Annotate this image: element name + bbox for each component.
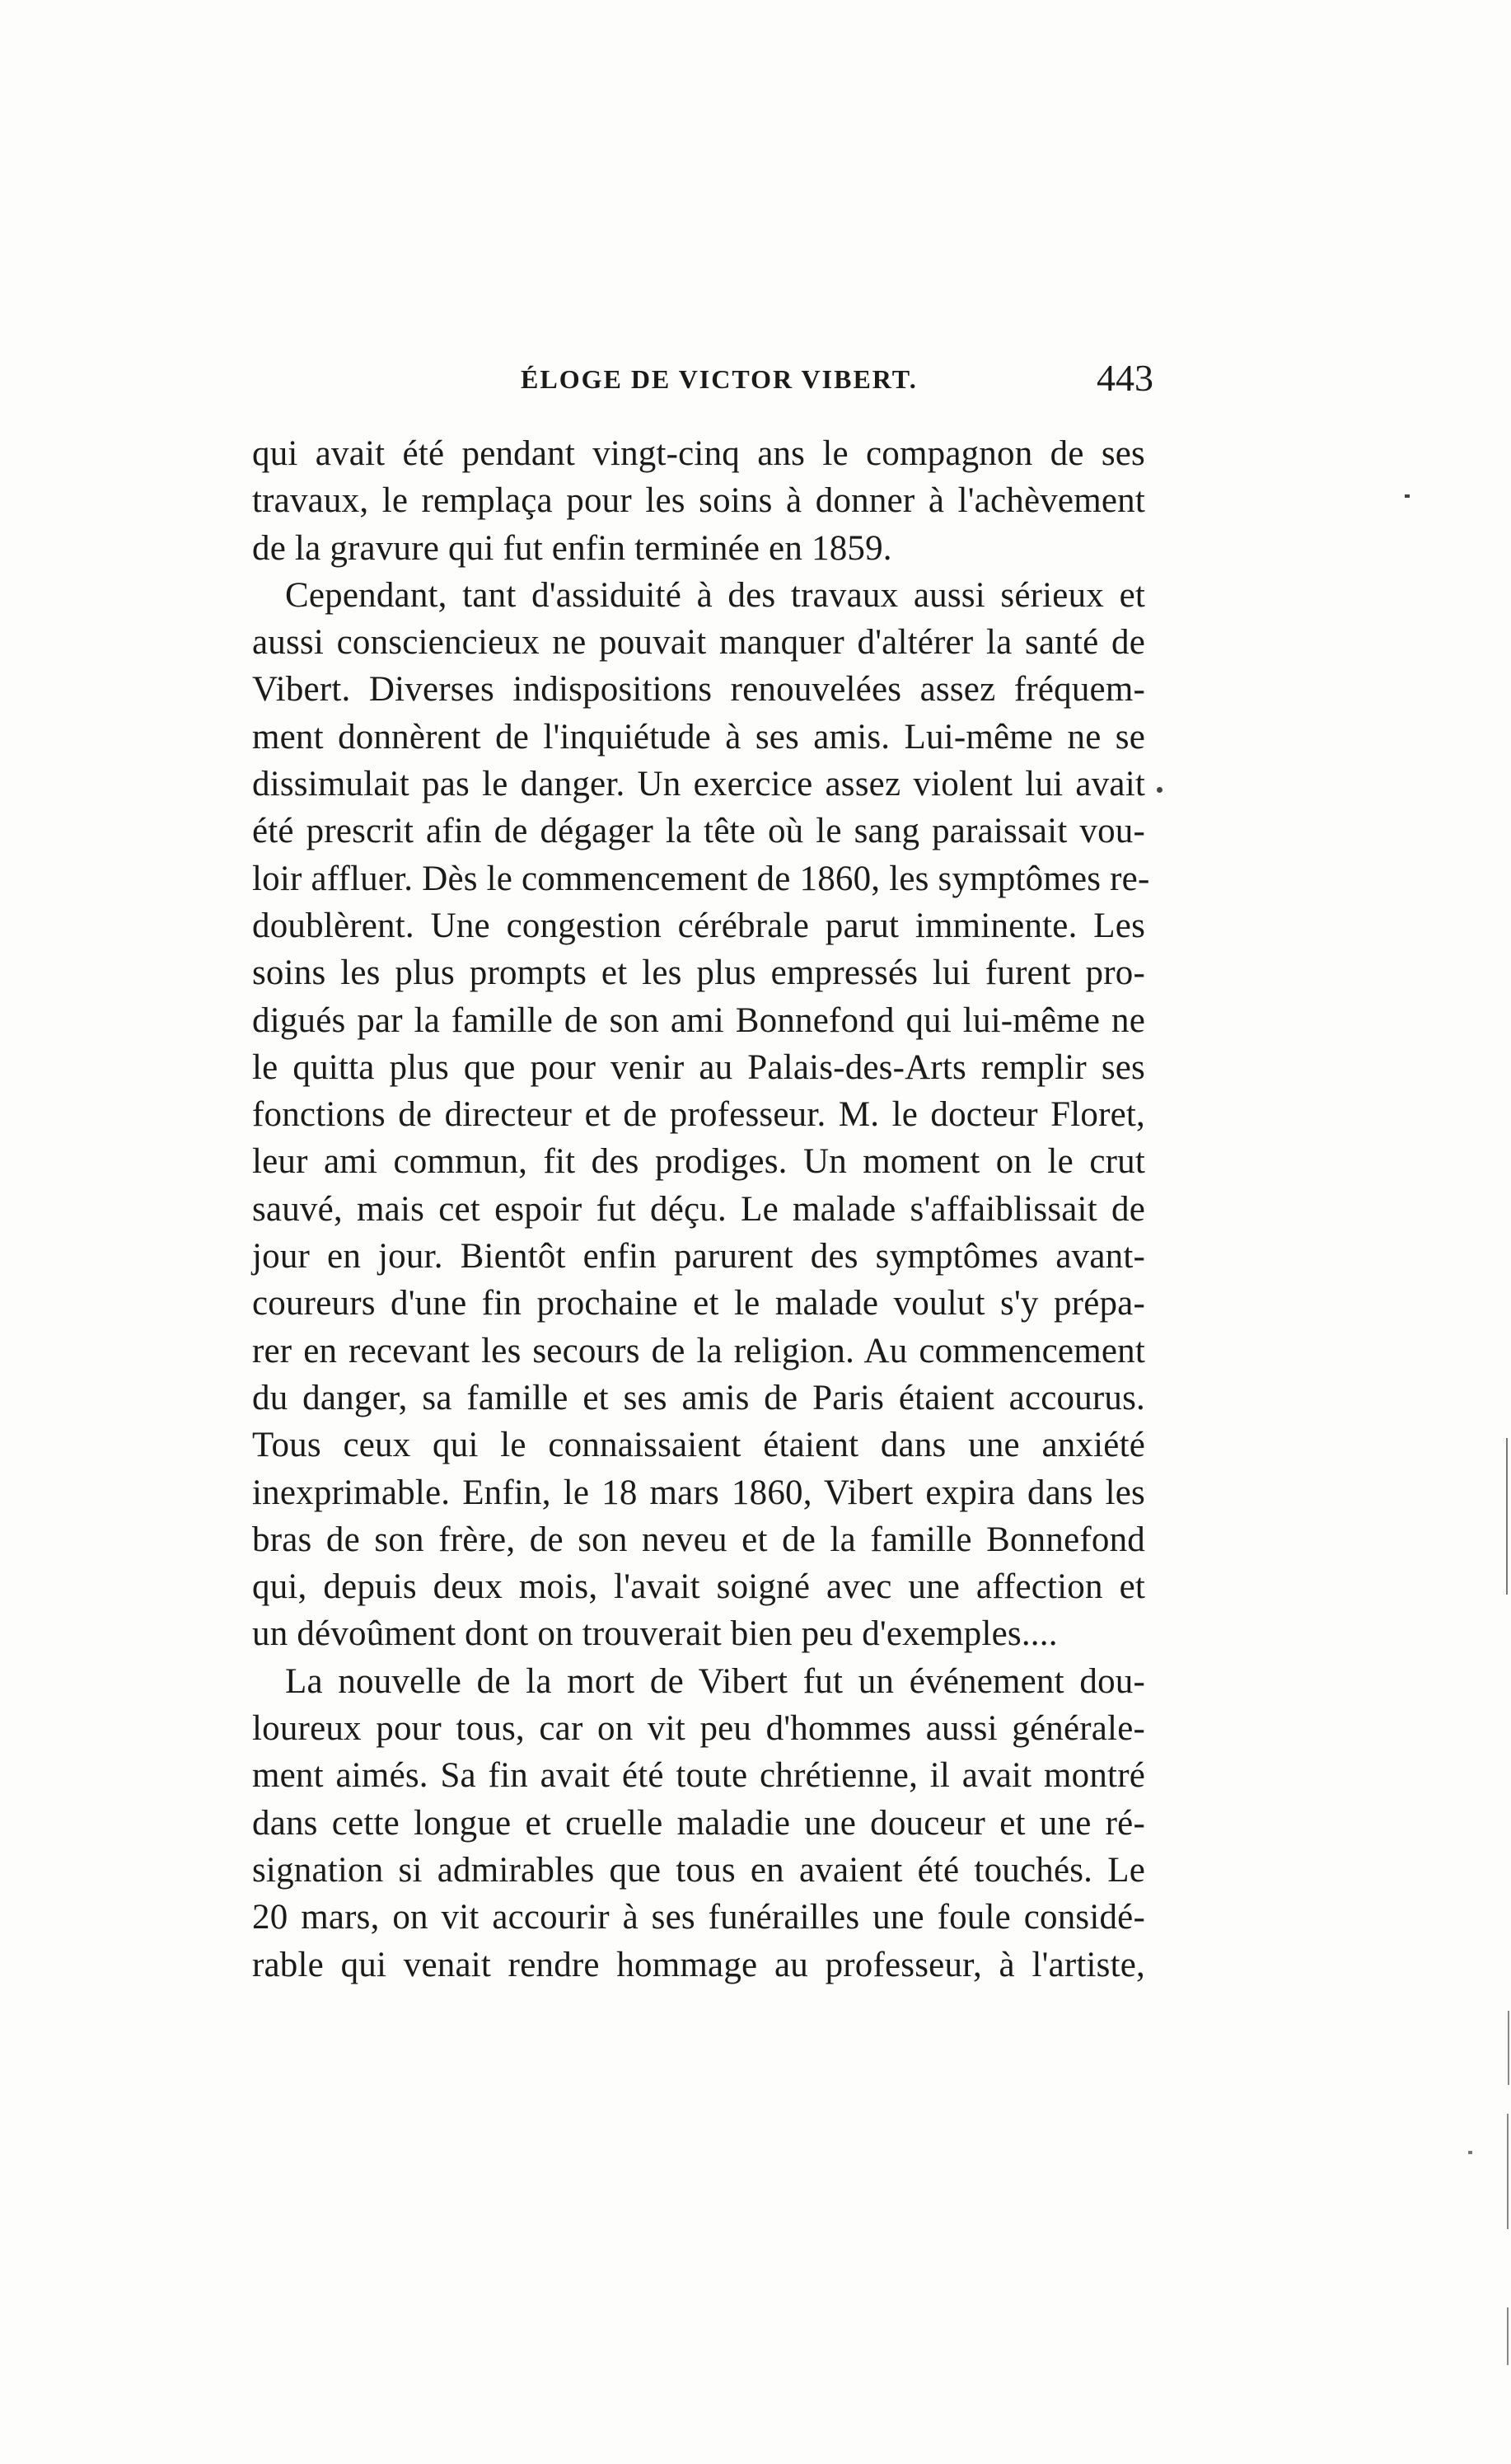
text-line: le quitta plus que pour venir au Palais-des-Arts remplir ses (252, 1047, 1145, 1087)
running-title: ÉLOGE DE VICTOR VIBERT. (521, 364, 918, 394)
running-head (255, 356, 1153, 405)
text-line: ment aimés. Sa fin avait été toute chrétienne, il avait montré (252, 1756, 1145, 1796)
scan-speck (1468, 2151, 1472, 2154)
scan-edge-line (1508, 2011, 1509, 2085)
text-line: dans cette longue et cruelle maladie une douceur et une ré- (252, 1803, 1145, 1843)
text-line: qui, depuis deux mois, l'avait soigné avec une affection et (252, 1567, 1145, 1607)
text-line: digués par la famille de son ami Bonnefond qui lui-même ne (252, 1000, 1145, 1040)
body-text (252, 430, 1150, 1989)
text-line: dissimulait pas le danger. Un exercice assez violent lui avait (252, 765, 1145, 804)
text-line: inexprimable. Enfin, le 18 mars 1860, Vibert expira dans les (252, 1473, 1145, 1512)
text-line: sauvé, mais cet espoir fut déçu. Le malade s'affaiblissait de (252, 1189, 1145, 1229)
page-number: 443 (1097, 357, 1153, 399)
text-line: La nouvelle de la mort de Vibert fut un événement dou- (285, 1661, 1145, 1701)
text-line: loir affluer. Dès le commencement de 1860, les symptômes re- (252, 859, 1150, 898)
text-line: de la gravure qui fut enfin terminée en 1859. (252, 528, 892, 568)
text-line: bras de son frère, de son neveu et de la famille Bonnefond (252, 1520, 1145, 1559)
text-line: loureux pour tous, car on vit peu d'hommes aussi générale- (252, 1709, 1145, 1749)
text-line: qui avait été pendant vingt-cinq ans le compagnon de ses (252, 434, 1145, 473)
text-line: coureurs d'une fin prochaine et le malade voulut s'y prépa- (252, 1284, 1145, 1323)
text-line: rer en recevant les secours de la religion. Au commencement (252, 1331, 1145, 1370)
scan-edge-line (1507, 2114, 1509, 2229)
scan-edge-line (1506, 1438, 1508, 1595)
text-line: signation si admirables que tous en avaient été touchés. Le (252, 1850, 1145, 1890)
scan-speck (1405, 494, 1410, 498)
scan-speck (1157, 787, 1162, 793)
text-line: soins les plus prompts et les plus empressés lui furent pro- (252, 953, 1145, 993)
text-line: leur ami commun, fit des prodiges. Un moment on le crut (252, 1142, 1145, 1182)
text-line: doublèrent. Une congestion cérébrale parut imminente. Les (252, 906, 1145, 945)
text-line: rable qui venait rendre hommage au professeur, à l'artiste, (252, 1945, 1145, 1984)
text-line: Vibert. Diverses indispositions renouvelées assez fréquem- (252, 670, 1145, 710)
text-line: été prescrit afin de dégager la tête où le sang paraissait vou- (252, 812, 1145, 851)
text-line: Tous ceux qui le connaissaient étaient dans une anxiété (252, 1426, 1145, 1465)
text-line: ment donnèrent de l'inquiétude à ses amis. Lui-même ne se (252, 717, 1145, 757)
text-line: Cependant, tant d'assiduité à des travaux aussi sérieux et (285, 575, 1145, 615)
text-line: 20 mars, on vit accourir à ses funérailles une foule considé- (252, 1898, 1145, 1937)
text-line: un dévoûment dont on trouverait bien peu d'exemples.... (252, 1614, 1058, 1654)
scan-edge-line (1507, 2307, 1509, 2365)
text-line: travaux, le remplaça pour les soins à donner à l'achèvement (252, 481, 1145, 521)
text-line: fonctions de directeur et de professeur. M. le docteur Floret, (252, 1095, 1145, 1135)
text-line: aussi consciencieux ne pouvait manquer d'altérer la santé de (252, 623, 1145, 663)
text-line: jour en jour. Bientôt enfin parurent des symptômes avant- (252, 1237, 1145, 1277)
text-line: du danger, sa famille et ses amis de Paris étaient accourus. (252, 1378, 1145, 1417)
